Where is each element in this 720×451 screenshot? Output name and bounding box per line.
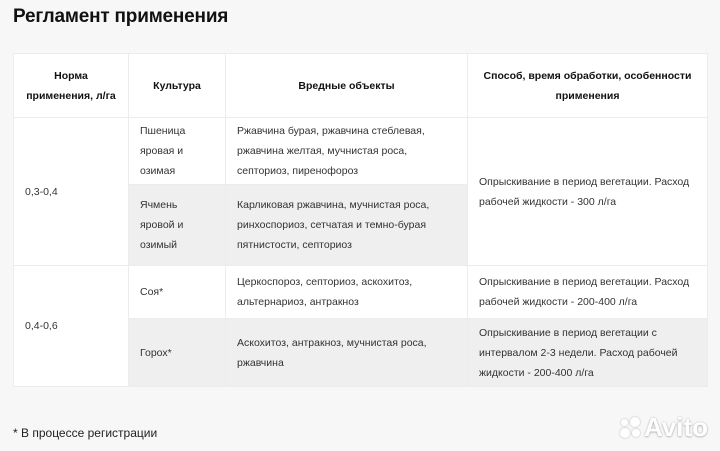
culture-cell: Горох* <box>129 319 226 387</box>
rate-cell: 0,4-0,6 <box>14 266 129 387</box>
application-regulation-table <box>13 53 708 387</box>
rate-cell: 0,3-0,4 <box>14 118 129 266</box>
table-row <box>14 266 708 319</box>
pests-cell: Карликовая ржавчина, мучнистая роса, ринхоспориоз, сетчатая и темно-бурая пятнистости, септориоз <box>226 185 468 266</box>
header-culture: Культура <box>129 54 226 118</box>
avito-watermark <box>620 412 708 443</box>
method-cell: Опрыскивание в период вегетации с интервалом 2-3 недели. Расход рабочей жидкости - 200-400 л/га <box>468 319 708 387</box>
table-header-row <box>14 54 708 118</box>
header-pests: Вредные объекты <box>226 54 468 118</box>
pests-cell: Ржавчина бурая, ржавчина стеблевая, ржавчина желтая, мучнистая роса, септориоз, пиренофороз <box>226 118 468 185</box>
pests-cell: Церкоспороз, септориоз, аскохитоз, альтернариоз, антракноз <box>226 266 468 319</box>
pests-cell: Аскохитоз, антракноз, мучнистая роса, ржавчина <box>226 319 468 387</box>
culture-cell: Пшеница яровая и озимая <box>129 118 226 185</box>
page-title: Регламент применения <box>13 6 229 27</box>
culture-cell: Ячмень яровой и озимый <box>129 185 226 266</box>
table-row <box>14 118 708 185</box>
method-cell: Опрыскивание в период вегетации. Расход рабочей жидкости - 300 л/га <box>468 118 708 266</box>
footnote: * В процессе регистрации <box>13 426 158 440</box>
culture-cell: Соя* <box>129 266 226 319</box>
avito-dots-icon <box>620 417 642 439</box>
avito-watermark-text: Avito <box>643 412 708 442</box>
method-cell: Опрыскивание в период вегетации. Расход рабочей жидкости - 200-400 л/га <box>468 266 708 319</box>
header-rate: Норма применения, л/га <box>14 54 129 118</box>
header-method: Способ, время обработки, особенности применения <box>468 54 708 118</box>
